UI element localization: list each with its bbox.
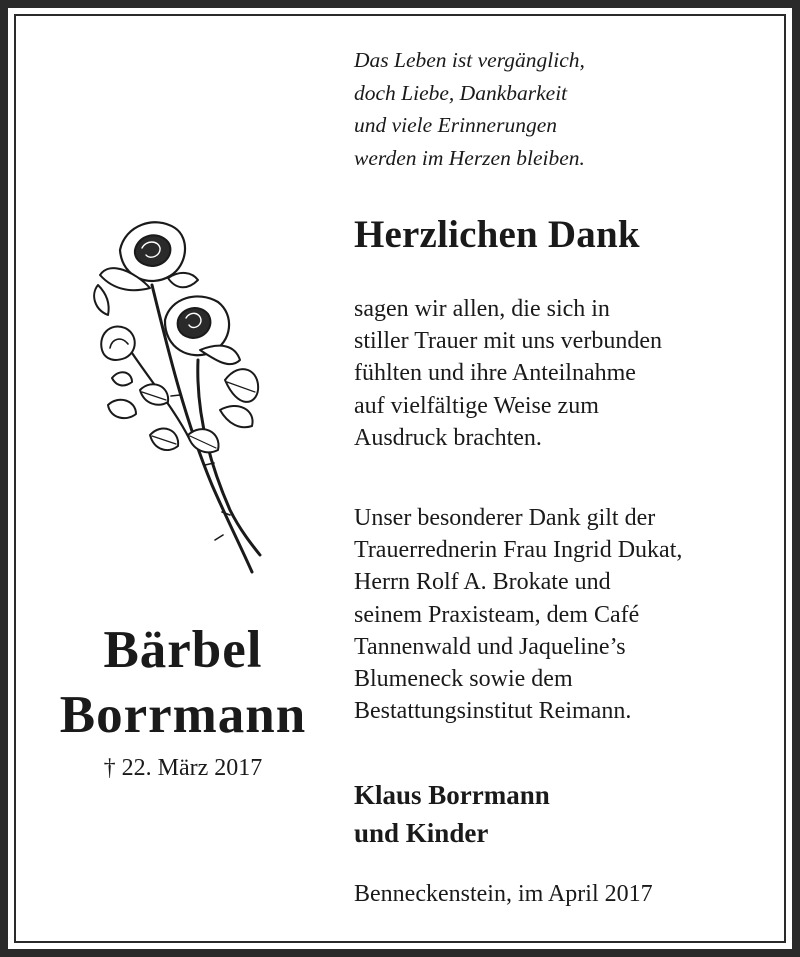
roses-illustration bbox=[80, 210, 280, 580]
heading-thanks: Herzlichen Dank bbox=[354, 213, 640, 256]
thanks-line: sagen wir allen, die sich in bbox=[354, 296, 610, 322]
signer-line: und Kinder bbox=[354, 818, 489, 848]
motto-line: Das Leben ist vergänglich, bbox=[354, 48, 585, 72]
motto-poem bbox=[354, 44, 774, 174]
thanks-line: Ausdruck brachten. bbox=[354, 424, 542, 451]
thanks-line: auf vielfältige Weise zum bbox=[354, 392, 599, 419]
thanks-line: fühlten und ihre Anteilnahme bbox=[354, 360, 636, 387]
motto-line: doch Liebe, Dankbarkeit bbox=[354, 80, 568, 105]
thanks-line: stiller Trauer mit uns verbunden bbox=[354, 328, 662, 355]
death-date: † 22. März 2017 bbox=[103, 755, 263, 781]
special-line: Unser besonderer Dank gilt der bbox=[354, 505, 656, 531]
special-line: Trauerrednerin Frau Ingrid Dukat, bbox=[354, 537, 683, 564]
signers bbox=[354, 776, 550, 852]
signer-line: Klaus Borrmann bbox=[354, 780, 550, 810]
special-line: Blumeneck sowie dem bbox=[354, 666, 573, 693]
place-and-date: Benneckenstein, im April 2017 bbox=[354, 881, 653, 907]
motto-line: und viele Erinnerungen bbox=[354, 113, 558, 137]
special-line: Tannenwald und Jaqueline’s bbox=[354, 633, 626, 660]
special-line: Bestattungsinstitut Reimann. bbox=[354, 698, 632, 725]
deceased-first-name: Bärbel bbox=[103, 621, 263, 679]
deceased-last-name: Borrmann bbox=[59, 686, 307, 744]
special-line: Herrn Rolf A. Brokate und bbox=[354, 569, 611, 596]
thanks-paragraph bbox=[354, 293, 662, 454]
special-thanks-paragraph bbox=[354, 502, 682, 727]
motto-line: werden im Herzen bleiben. bbox=[354, 145, 585, 170]
special-line: seinem Praxisteam, dem Café bbox=[354, 601, 640, 628]
